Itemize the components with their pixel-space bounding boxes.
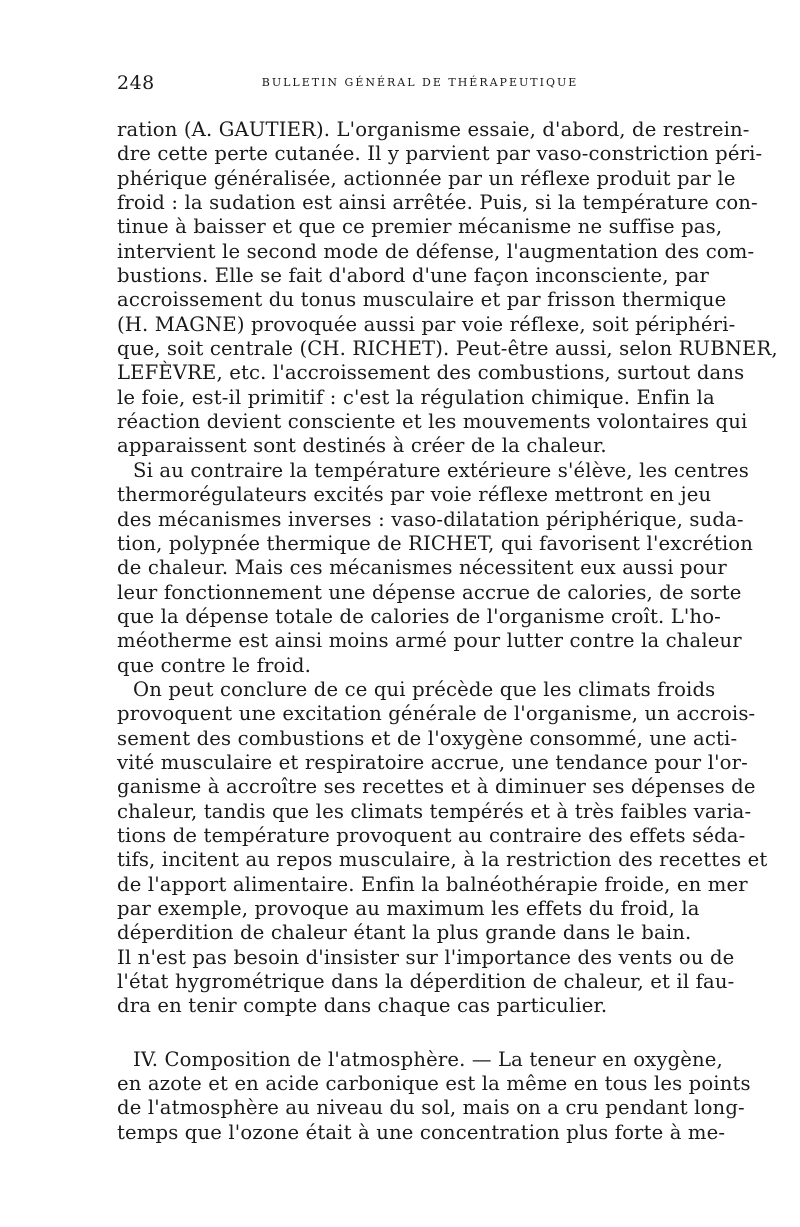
text-line: apparaissent sont destinés à créer de la chaleur.	[117, 434, 607, 458]
text-line: sement des combustions et de l'oxygène consommé, une acti-	[117, 726, 738, 750]
text-line: par exemple, provoque au maximum les effets du froid, la	[117, 897, 700, 920]
text-line: de chaleur. Mais ces mécanismes nécessitent eux aussi pour	[117, 556, 727, 580]
section-heading-line: IV. Composition de l'atmosphère. — La teneur en oxygène,	[133, 1047, 723, 1071]
text-line: en azote et en acide carbonique est la même en tous les points	[117, 1072, 751, 1096]
text-line: provoquent une excitation générale de l'organisme, un accrois-	[117, 702, 756, 726]
text-line: Il n'est pas besoin d'insister sur l'importance des vents ou de	[117, 945, 735, 969]
text-line: que contre le froid.	[117, 653, 311, 677]
text-line: On peut conclure de ce qui précède que les climats froids	[133, 677, 716, 701]
text-line: l'état hygrométrique dans la déperdition de chaleur, et il fau-	[117, 970, 735, 994]
page-number: 248	[117, 72, 155, 94]
text-line: le foie, est-il primitif : c'est la régulation chimique. Enfin la	[117, 385, 715, 409]
section-iv-paragraph	[117, 1047, 751, 1145]
paragraph-2	[117, 458, 753, 678]
running-head: BULLETIN GÉNÉRAL DE THÉRAPEUTIQUE	[261, 76, 579, 89]
text-line: que la dépense totale de calories de l'organisme croît. L'ho-	[117, 604, 721, 628]
text-line: chaleur, tandis que les climats tempérés et à très faibles varia-	[117, 799, 752, 823]
text-line: tions de température provoquent au contraire des effets séda-	[117, 823, 746, 847]
text-line: phérique généralisée, actionnée par un réflexe produit par le	[117, 166, 736, 190]
text-line: vité musculaire et respiratoire accrue, une tendance pour l'or-	[117, 750, 748, 774]
text-line: Si au contraire la température extérieure s'élève, les centres	[133, 458, 750, 482]
text-line: réaction devient consciente et les mouvements volontaires qui	[117, 410, 748, 434]
text-line: leur fonctionnement une dépense accrue de calories, de sorte	[117, 580, 742, 604]
text-line: temps que l'ozone était à une concentration plus forte à me-	[117, 1120, 726, 1144]
text-line: accroissement du tonus musculaire et par frisson thermique	[117, 288, 727, 312]
paragraph-3	[117, 677, 768, 1019]
text-line: de l'atmosphère au niveau du sol, mais on a cru pendant long-	[117, 1096, 745, 1120]
text-line: méotherme est ainsi moins armé pour lutter contre la chaleur	[117, 629, 742, 653]
text-line: dra en tenir compte dans chaque cas particulier.	[117, 994, 608, 1018]
text-line: tinue à baisser et que ce premier mécanisme ne suffise pas,	[117, 215, 723, 239]
text-line: thermorégulateurs excités par voie réflexe mettront en jeu	[117, 483, 712, 507]
text-line: LEFÈVRE, etc. l'accroissement des combustions, surtout dans	[117, 361, 745, 385]
text-line: (H. MAGNE) provoquée aussi par voie réflexe, soit périphéri-	[117, 312, 736, 336]
section-gap	[117, 1019, 683, 1048]
text-line: froid : la sudation est ainsi arrêtée. Puis, si la température con-	[117, 191, 758, 215]
text-line: déperdition de chaleur étant la plus grande dans le bain.	[117, 921, 692, 945]
paragraph-1	[117, 118, 778, 459]
text-line: de l'apport alimentaire. Enfin la balnéothérapie froide, en mer	[117, 872, 748, 896]
text-line: intervient le second mode de défense, l'augmentation des com-	[117, 239, 755, 263]
text-line: tion, polypnée thermique de RICHET, qui favorisent l'excrétion	[117, 531, 753, 555]
text-line: bustions. Elle se fait d'abord d'une façon inconsciente, par	[117, 264, 710, 288]
text-line: ration (A. GAUTIER). L'organisme essaie, d'abord, de restrein-	[117, 118, 750, 141]
text-line: tifs, incitent au repos musculaire, à la restriction des recettes et	[117, 848, 768, 872]
text-line: que, soit centrale (CH. RICHET). Peut-être aussi, selon RUBNER,	[117, 337, 778, 361]
body-text	[117, 118, 778, 1145]
text-line: ganisme à accroître ses recettes et à diminuer ses dépenses de	[117, 775, 756, 799]
text-line: des mécanismes inverses : vaso-dilatation périphérique, suda-	[117, 507, 744, 531]
text-line: dre cette perte cutanée. Il y parvient par vaso-constriction péri-	[117, 142, 763, 166]
